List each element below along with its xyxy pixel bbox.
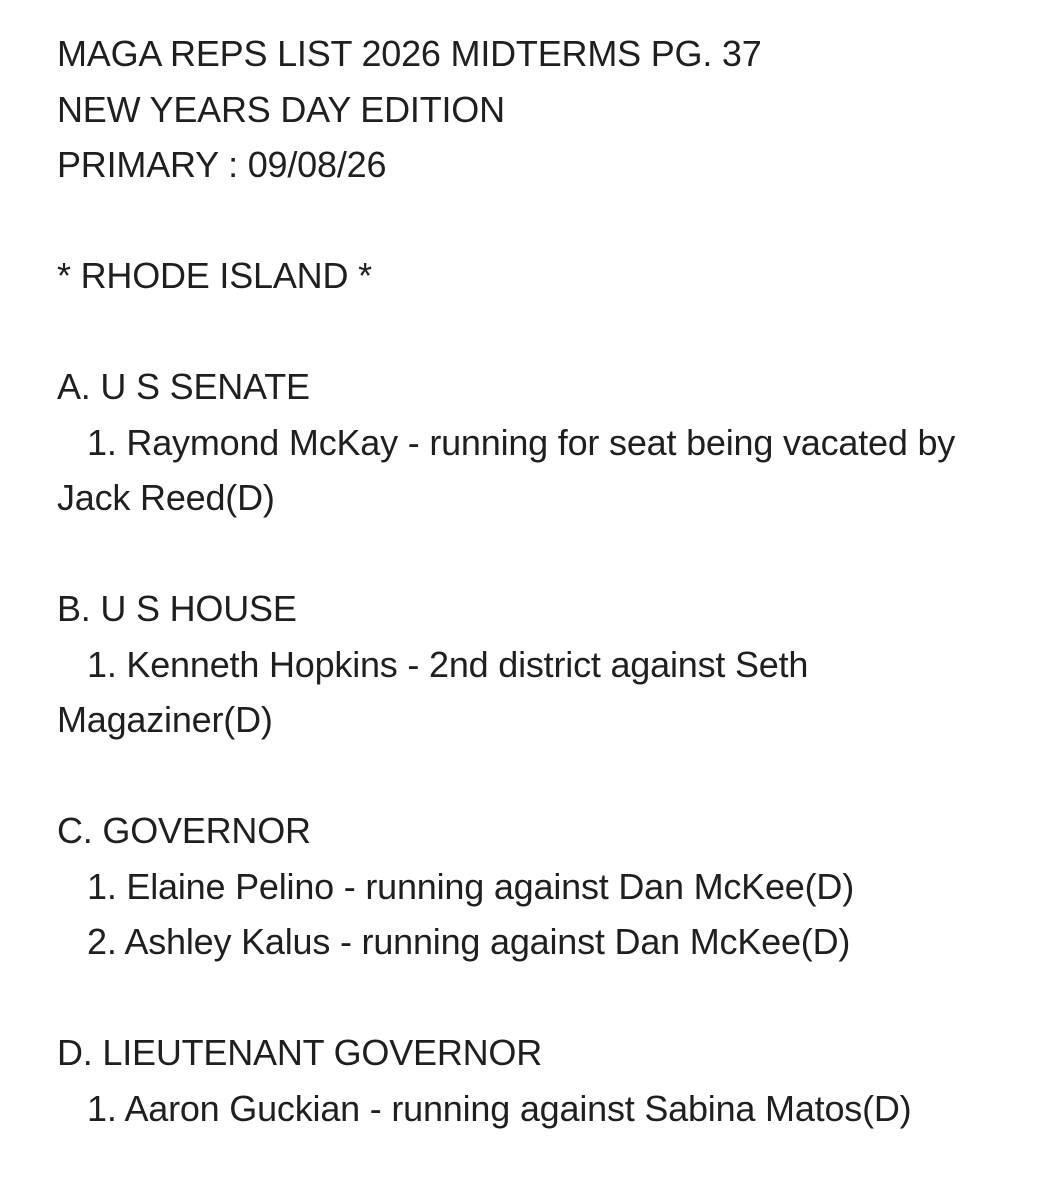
spacer bbox=[57, 193, 1017, 249]
section-heading-governor: C. GOVERNOR bbox=[57, 810, 311, 851]
list-item-text: 2. Ashley Kalus - running against Dan McKee(D) bbox=[87, 921, 851, 962]
section-heading-house: B. U S HOUSE bbox=[57, 588, 297, 629]
spacer bbox=[57, 748, 1017, 804]
primary-date: PRIMARY : 09/08/26 bbox=[57, 144, 387, 185]
document-body bbox=[57, 26, 1017, 1136]
spacer bbox=[57, 304, 1017, 360]
section-heading-senate: A. U S SENATE bbox=[57, 366, 310, 407]
list-item bbox=[57, 637, 1017, 748]
list-item bbox=[57, 1081, 1017, 1137]
list-item bbox=[57, 415, 1017, 526]
spacer bbox=[57, 526, 1017, 582]
list-item-text: 1. Elaine Pelino - running against Dan McKee(D) bbox=[87, 865, 855, 907]
edition-line: NEW YEARS DAY EDITION bbox=[57, 88, 505, 130]
document-title: MAGA REPS LIST 2026 MIDTERMS PG. 37 bbox=[57, 33, 762, 74]
list-item-text: 1. Raymond McKay - running for seat being vacated by Jack Reed(D) bbox=[57, 421, 965, 518]
list-item bbox=[57, 914, 1017, 970]
list-item bbox=[57, 859, 1017, 915]
state-heading: * RHODE ISLAND * bbox=[57, 255, 372, 296]
spacer bbox=[57, 970, 1017, 1026]
section-heading-lieutenant-governor: D. LIEUTENANT GOVERNOR bbox=[57, 1032, 543, 1073]
list-item-text: 1. Aaron Guckian - running against Sabina Matos(D) bbox=[87, 1087, 912, 1129]
list-item-text: 1. Kenneth Hopkins - 2nd district against Seth Magaziner(D) bbox=[57, 643, 819, 740]
